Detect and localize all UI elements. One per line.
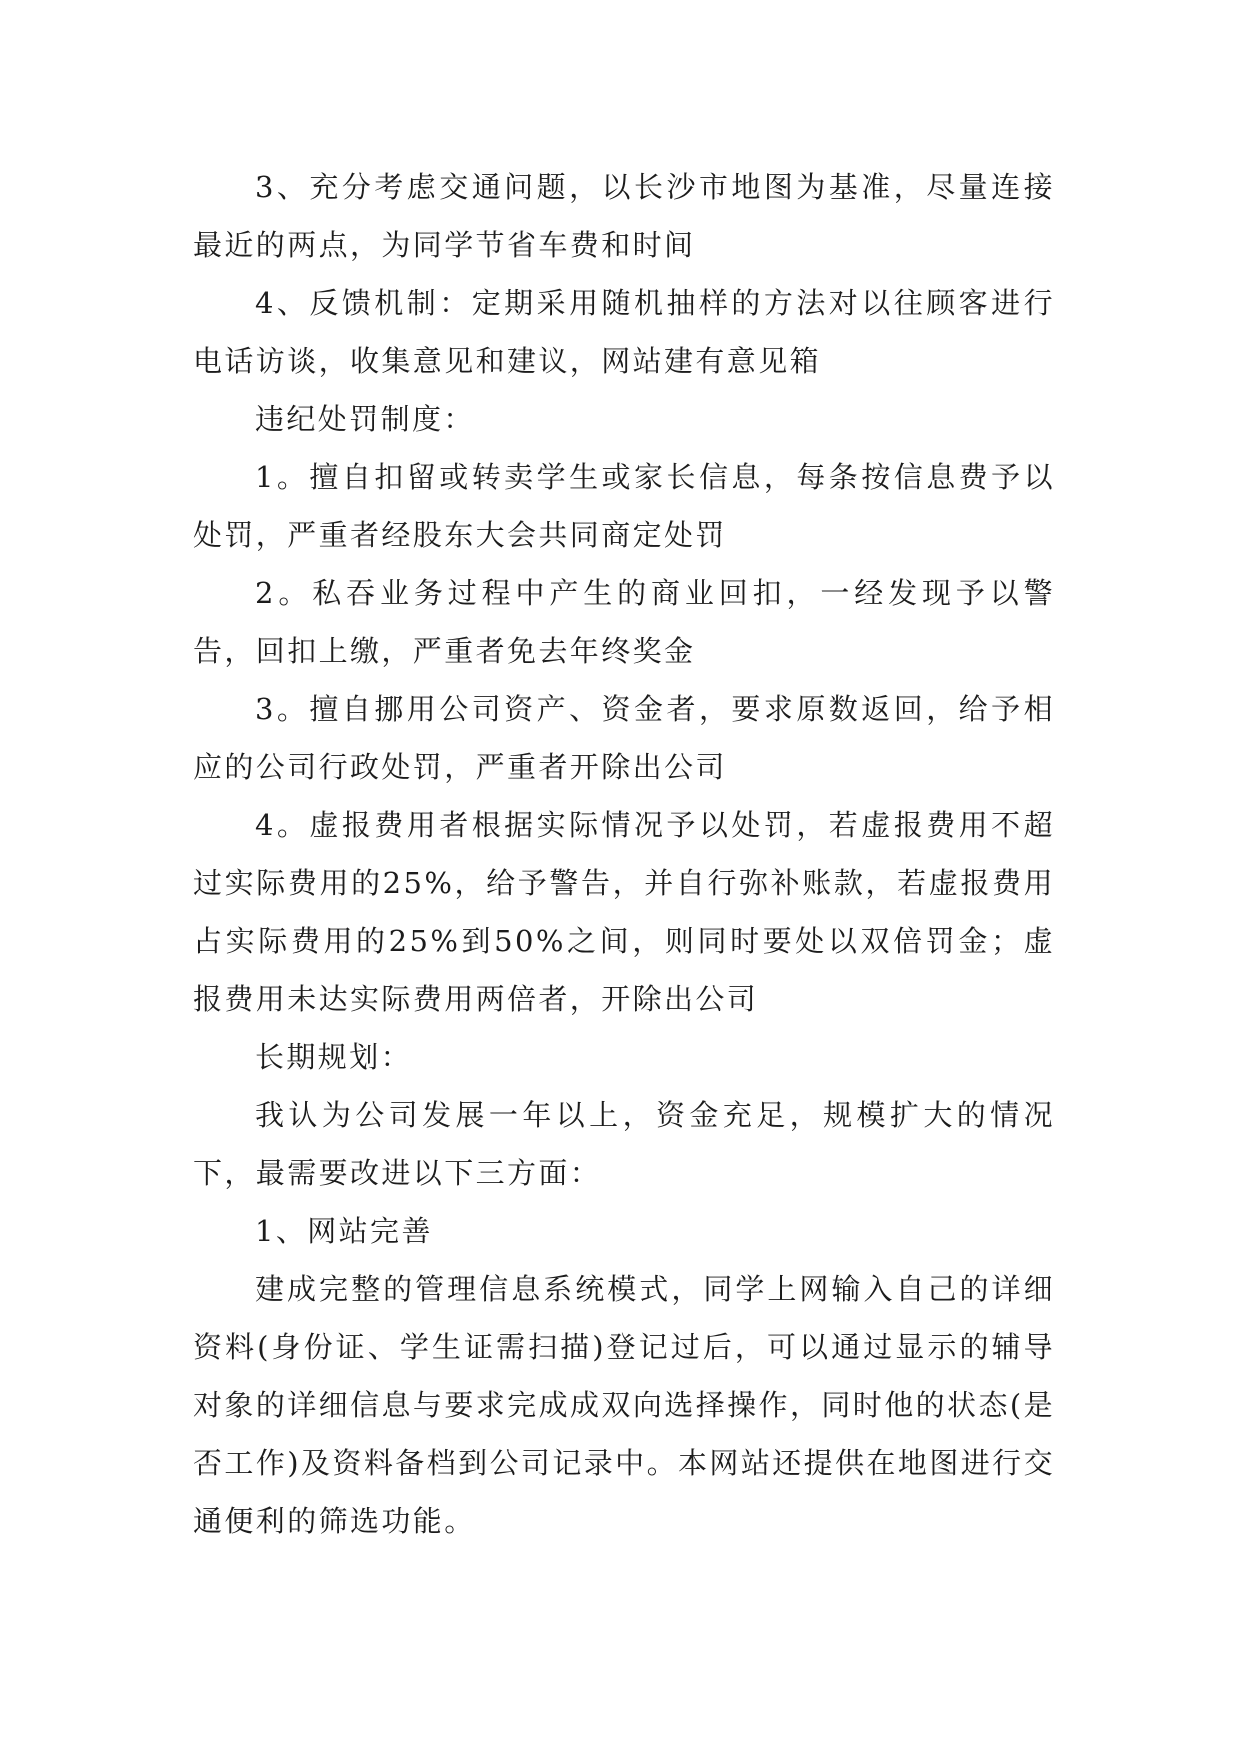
section-heading-penalty: 违纪处罚制度： <box>255 402 475 436</box>
paragraph-traffic: 3、充分考虑交通问题，以长沙市地图为基准，尽量连接最近的两点，为同学节省车费和时间 <box>193 170 1055 262</box>
paragraph-feedback: 4、反馈机制：定期采用随机抽样的方法对以往顾客进行电话访谈，收集意见和建议，网站建有意见箱 <box>193 286 1055 378</box>
paragraph-website-heading: 1、网站完善 <box>255 1214 433 1248</box>
paragraph-penalty-3: 3。擅自挪用公司资产、资金者，要求原数返回，给予相应的公司行政处罚，严重者开除出公司 <box>193 692 1055 784</box>
paragraph-long-term-intro: 我认为公司发展一年以上，资金充足，规模扩大的情况下，最需要改进以下三方面： <box>193 1098 1055 1190</box>
section-heading-long-term: 长期规划： <box>255 1040 413 1074</box>
paragraph-penalty-4: 4。虚报费用者根据实际情况予以处罚，若虚报费用不超过实际费用的25%，给予警告，并自行弥补账款，若虚报费用占实际费用的25%到50%之间，则同时要处以双倍罚金；虚报费用未达实际费用两倍者，开除出公司 <box>193 808 1055 1016</box>
paragraph-penalty-1: 1。擅自扣留或转卖学生或家长信息，每条按信息费予以处罚，严重者经股东大会共同商定处罚 <box>193 460 1055 552</box>
paragraph-penalty-2: 2。私吞业务过程中产生的商业回扣，一经发现予以警告，回扣上缴，严重者免去年终奖金 <box>193 576 1055 668</box>
document-body <box>193 158 1055 1550</box>
paragraph-website-detail: 建成完整的管理信息系统模式，同学上网输入自己的详细资料(身份证、学生证需扫描)登记过后，可以通过显示的辅导对象的详细信息与要求完成成双向选择操作，同时他的状态(是否工作)及资料备档到公司记录中。本网站还提供在地图进行交通便利的筛选功能。 <box>193 1272 1055 1538</box>
